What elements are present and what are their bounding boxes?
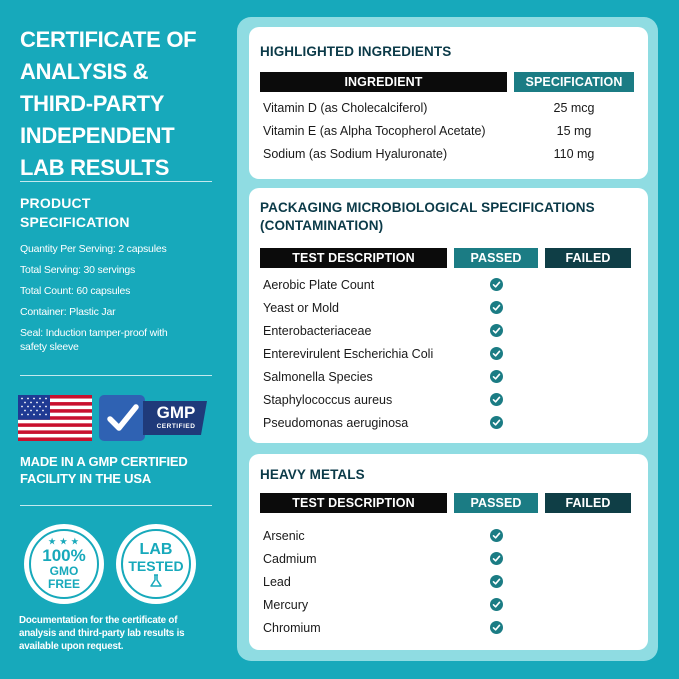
metal-name: Mercury [263, 598, 309, 612]
check-circle-icon [490, 529, 503, 542]
check-circle-icon [490, 393, 503, 406]
test-description-header: TEST DESCRIPTION [260, 493, 447, 513]
test-name: Enterobacteriaceae [263, 324, 372, 338]
passed-header: PASSED [454, 248, 538, 268]
check-circle-icon [490, 324, 503, 337]
ingredient-name: Vitamin D (as Cholecalciferol) [263, 101, 428, 115]
metals-title: HEAVY METALS [260, 467, 365, 482]
metal-name: Chromium [263, 621, 321, 635]
check-circle-icon [490, 347, 503, 360]
check-circle-icon [490, 575, 503, 588]
lab-tested-badge: LAB TESTED [116, 524, 196, 604]
gmp-certified-logo [99, 395, 209, 441]
check-circle-icon [490, 552, 503, 565]
ingredient-spec: 15 mg [556, 124, 592, 138]
ingredients-card [249, 27, 648, 179]
microbiological-card [249, 188, 648, 443]
spec-line: Quantity Per Serving: 2 capsules [20, 243, 167, 255]
left-column [20, 24, 212, 184]
check-circle-icon [490, 370, 503, 383]
divider [20, 181, 212, 182]
check-circle-icon [490, 301, 503, 314]
test-name: Aerobic Plate Count [263, 278, 375, 292]
micro-title-line2: (CONTAMINATION) [260, 218, 384, 233]
spec-line: Container: Plastic Jar [20, 306, 116, 318]
specification-header: SPECIFICATION [514, 72, 634, 92]
test-name: Yeast or Mold [263, 301, 339, 315]
spec-line: safety sleeve [20, 341, 79, 353]
documentation-note: Documentation for the certificate of analysis and third-party lab results is available upon request. [19, 615, 185, 652]
spec-line: Total Serving: 30 servings [20, 264, 136, 276]
metal-name: Cadmium [263, 552, 317, 566]
passed-header: PASSED [454, 493, 538, 513]
test-description-header: TEST DESCRIPTION [260, 248, 447, 268]
product-spec-title-line1: PRODUCT [20, 195, 91, 211]
divider [20, 375, 212, 376]
ingredient-name: Vitamin E (as Alpha Tocopherol Acetate) [263, 124, 486, 138]
us-flag-icon [18, 395, 92, 441]
gmp-logo-subtext: CERTIFIED [156, 423, 196, 430]
stars-icon: ★ ★ ★ [48, 536, 80, 546]
flask-icon [149, 574, 163, 588]
test-name: Salmonella Species [263, 370, 373, 384]
test-name: Staphylococcus aureus [263, 393, 393, 407]
ingredient-spec: 110 mg [553, 147, 595, 161]
ingredient-name: Sodium (as Sodium Hyaluronate) [263, 147, 448, 161]
ingredient-spec: 25 mcg [553, 101, 595, 115]
test-name: Enterevirulent Escherichia Coli [263, 347, 434, 361]
check-circle-icon [490, 598, 503, 611]
failed-header: FAILED [545, 493, 631, 513]
made-in-usa: MADE IN A GMP CERTIFIED FACILITY IN THE USA [20, 454, 188, 486]
check-circle-icon [490, 278, 503, 291]
gmo-free-badge: ★ ★ ★ 100% GMO FREE [24, 524, 104, 604]
gmp-logo-text: GMP [156, 403, 196, 422]
check-circle-icon [490, 621, 503, 634]
spec-line: Seal: Induction tamper-proof with [20, 327, 168, 339]
product-spec-section [20, 194, 212, 232]
failed-header: FAILED [545, 248, 631, 268]
main-title: CERTIFICATE OF ANALYSIS & THIRD-PARTY INDEPENDENT LAB RESULTS [20, 27, 197, 180]
micro-title-line1: PACKAGING MICROBIOLOGICAL SPECIFICATIONS [260, 200, 595, 215]
heavy-metals-card [249, 454, 648, 650]
ingredient-header: INGREDIENT [260, 72, 507, 92]
metal-name: Lead [263, 575, 291, 589]
spec-line: Total Count: 60 capsules [20, 285, 131, 297]
divider [20, 505, 212, 506]
check-circle-icon [490, 416, 503, 429]
product-spec-title-line2: SPECIFICATION [20, 214, 130, 230]
metal-name: Arsenic [263, 529, 305, 543]
ingredients-title: HIGHLIGHTED INGREDIENTS [260, 44, 452, 59]
test-name: Pseudomonas aeruginosa [263, 416, 409, 430]
